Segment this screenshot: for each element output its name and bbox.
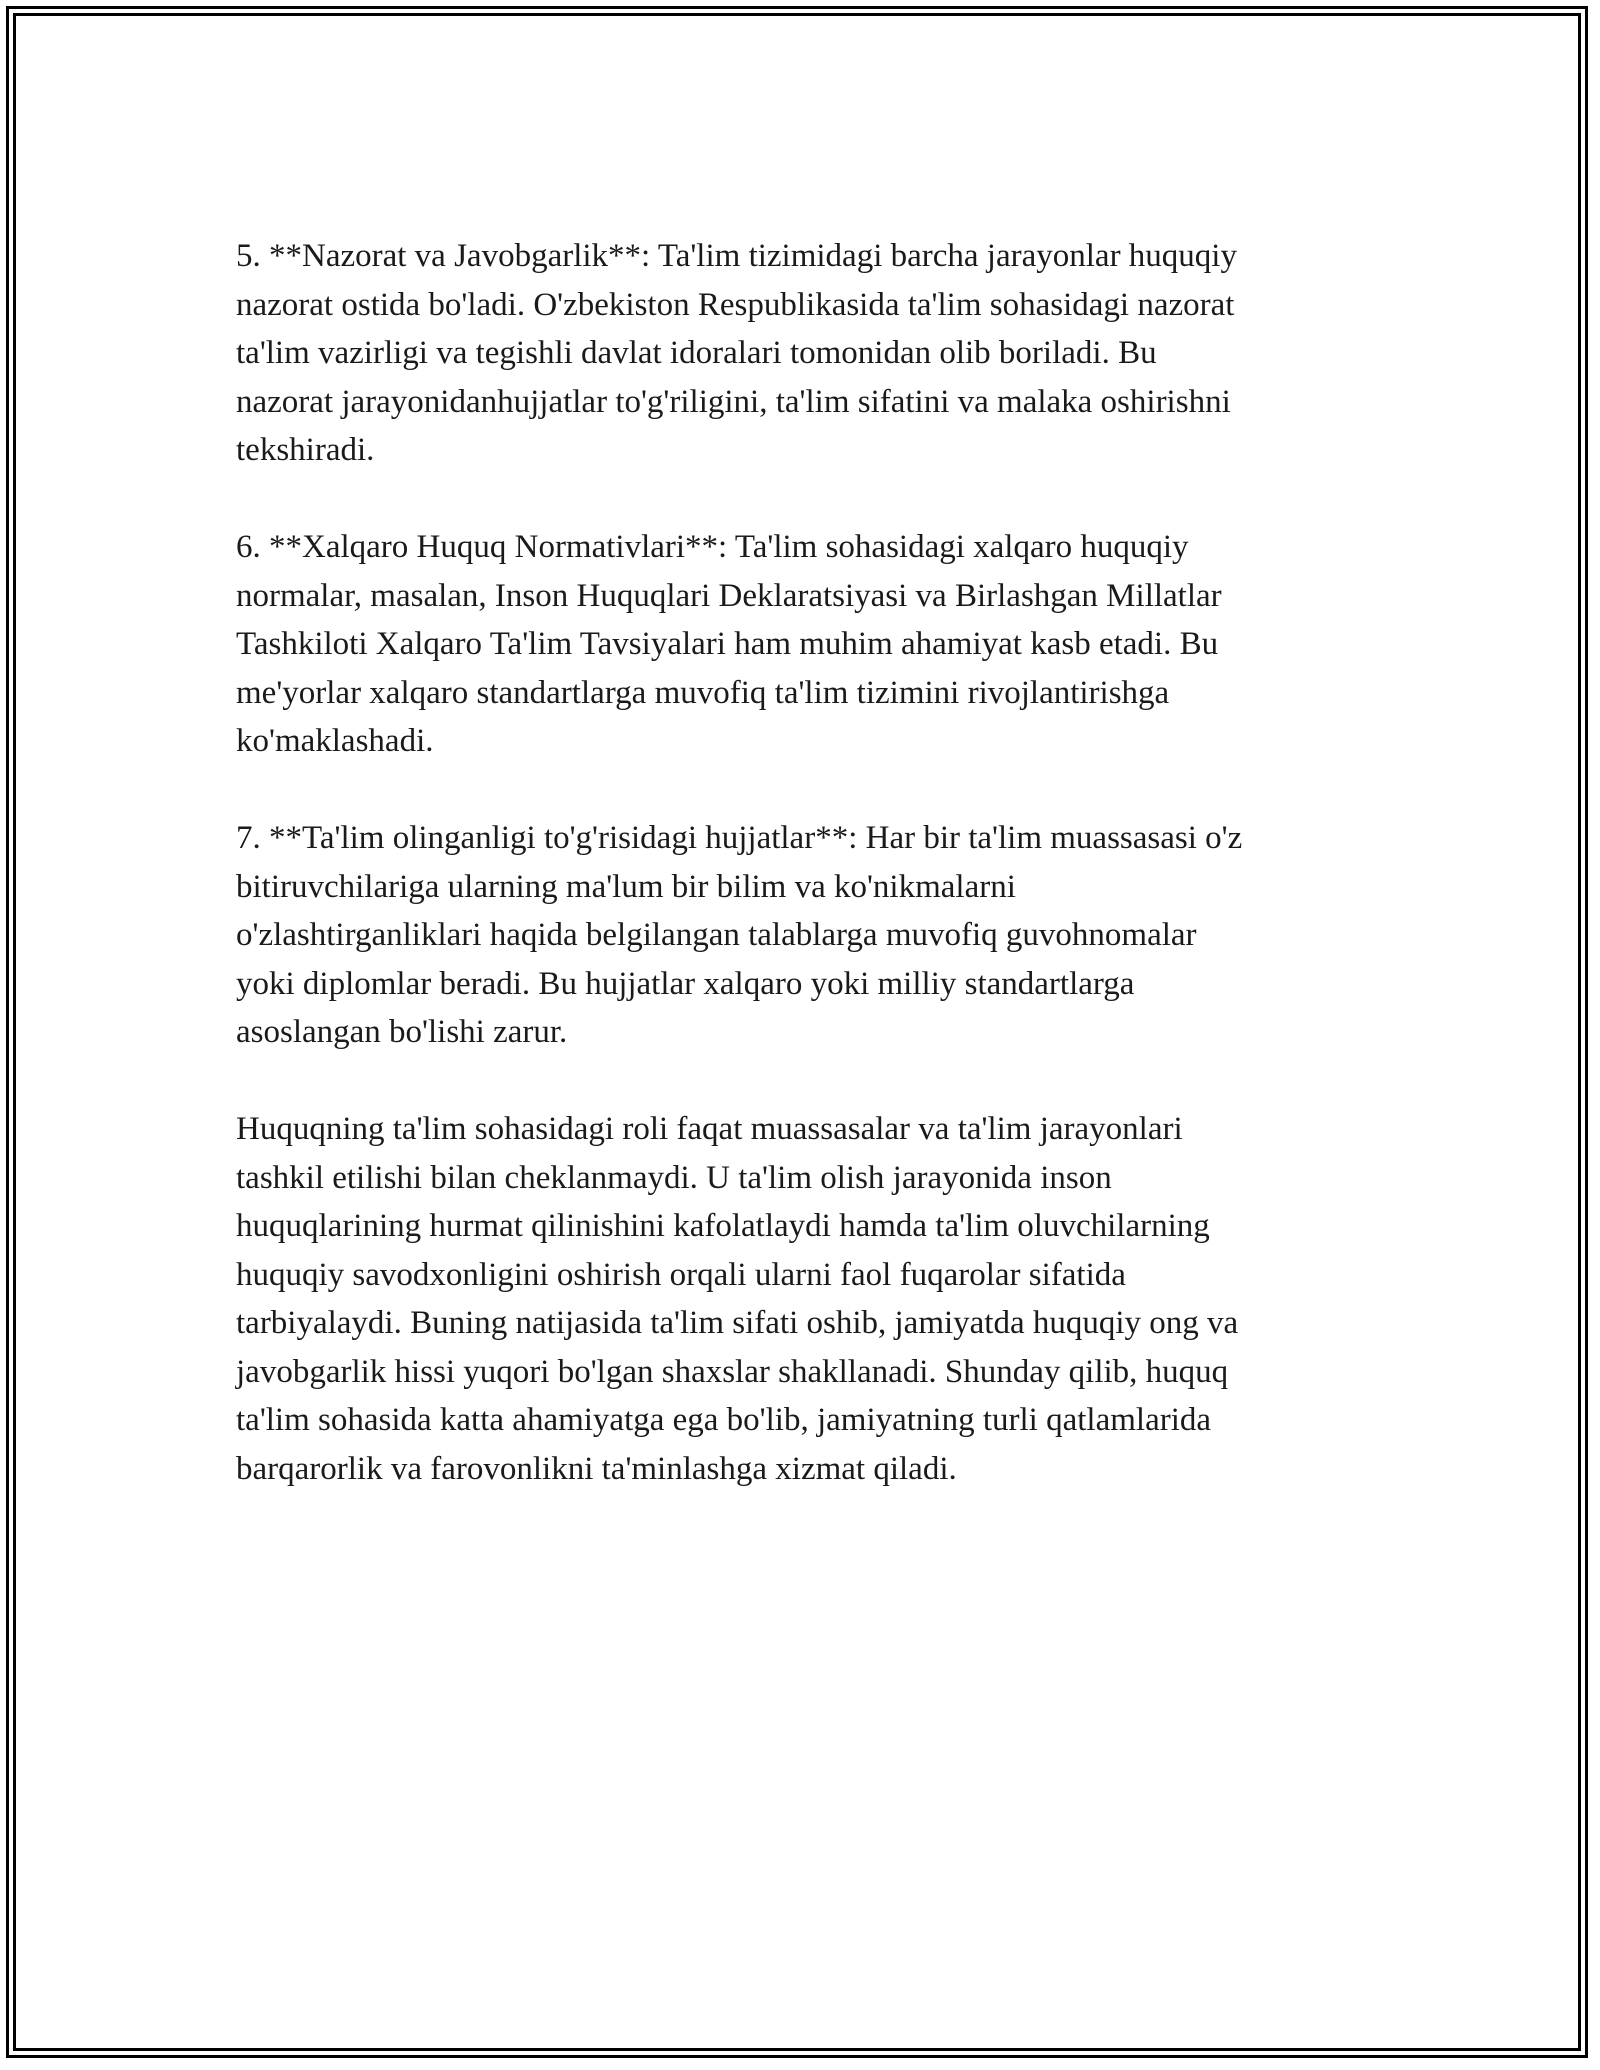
paragraph-xalqaro-huquq-normativlari: 6. **Xalqaro Huquq Normativlari**: Ta'lim sohasidagi xalqaro huquqiy normalar, masalan, Inson Huquqlari Deklaratsiyasi va Birlashgan Millatlar Tashkiloti Xalqaro Ta'lim Tavsiyalari ham muhim ahamiyat kasb etadi. Bu me'yorlar xalqaro standartlarga muvofiq ta'lim tizimini rivojlantirishga ko'maklashadi. [236, 529, 1222, 759]
paragraph-nazorat-va-javobgarlik: 5. **Nazorat va Javobgarlik**: Ta'lim tizimidagi barcha jarayonlar huquqiy nazorat ostida bo'ladi. O'zbekiston Respublikasida ta'lim sohasidagi nazorat ta'lim vazirligi va tegishli davlat idoralari tomonidan olib boriladi. Bu nazorat jarayonidanhujjatlar to'g'riligini, ta'lim sifatini va malaka oshirishni tekshiradi. [236, 238, 1237, 468]
paragraph-talim-hujjatlar: 7. **Ta'lim olinganligi to'g'risidagi hujjatlar**: Har bir ta'lim muassasasi o'z bitiruvchilariga ularning ma'lum bir bilim va ko'nikmalarni o'zlashtirganliklari haqida belgilangan talablarga muvofiq guvohnomalar yoki diplomlar beradi. Bu hujjatlar xalqaro yoki milliy standartlarga asoslangan bo'lishi zarur. [236, 820, 1243, 1050]
paragraph-conclusion: Huquqning ta'lim sohasidagi roli faqat muassasalar va ta'lim jarayonlari tashkil etilishi bilan cheklanmaydi. U ta'lim olish jarayonida inson huquqlarining hurmat qilinishini kafolatlaydi hamda ta'lim oluvchilarning huquqiy savodxonligini oshirish orqali ularni faol fuqarolar sifatida tarbiyalaydi. Buning natijasida ta'lim sifati oshib, jamiyatda huquqiy ong va javobgarlik hissi yuqori bo'lgan shaxslar shakllanadi. Shunday qilib, huquq ta'lim sohasida katta ahamiyatga ega bo'lib, jamiyatning turli qatlamlarida barqarorlik va farovonlikni ta'minlashga xizmat qiladi. [236, 1111, 1239, 1487]
document-body [236, 232, 1366, 1493]
